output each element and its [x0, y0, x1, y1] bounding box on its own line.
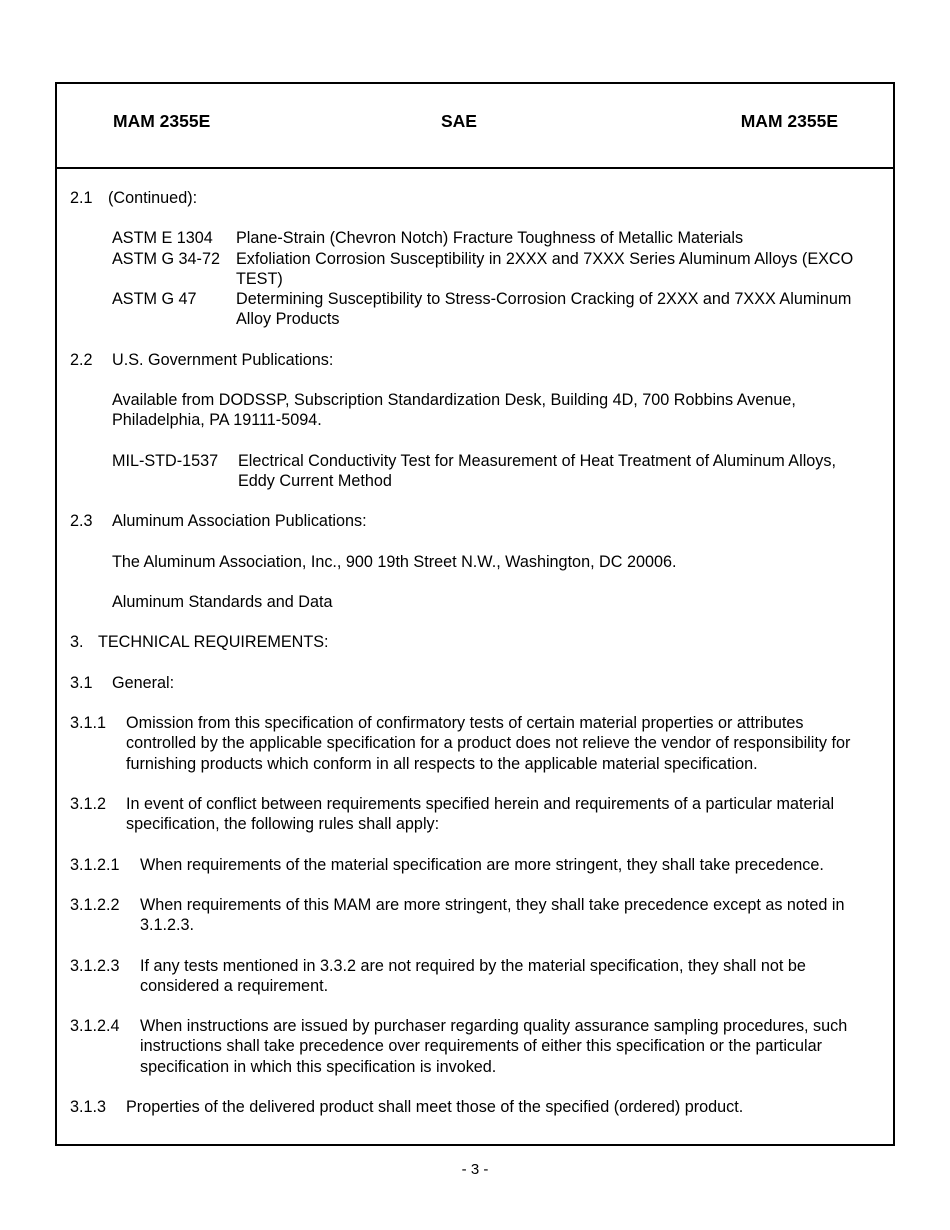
section-number: 3.1.2.1 [70, 855, 120, 874]
reference-code: ASTM E 1304 [112, 229, 213, 248]
aluminum-standards-reference: Aluminum Standards and Data [112, 592, 333, 611]
dodssp-availability: Available from DODSSP, Subscription Standardization Desk, Building 4D, 700 Robbins Avenue, Philadelphia, PA 19111-5094. [112, 390, 796, 430]
reference-title: Plane-Strain (Chevron Notch) Fracture Toughness of Metallic Materials [236, 229, 744, 248]
header-doc-number-right: MAM 2355E [740, 111, 838, 131]
section-number: 3.1.2.4 [70, 1017, 120, 1036]
section-2-2 [70, 350, 865, 370]
reference-astm-g47 [70, 289, 865, 329]
section-text: Properties of the delivered product shall meet those of the specified (ordered) product. [126, 1097, 744, 1116]
section-3 [70, 632, 865, 652]
aluminum-association-address: The Aluminum Association, Inc., 900 19th Street N.W., Washington, DC 20006. [112, 552, 677, 571]
section-text: Omission from this specification of confirmatory tests of certain material properties or attributes controlled by the applicable specification for a product does not relieve the vendor of responsibility for furnishing products which conform in all respects to the applicable material specification. [126, 714, 851, 773]
section-3-1 [70, 673, 865, 693]
section-heading: TECHNICAL REQUIREMENTS: [98, 633, 329, 652]
section-heading: (Continued): [108, 189, 198, 207]
page-number: - 3 - [461, 1161, 489, 1178]
section-number: 2.2 [70, 350, 93, 369]
reference-astm-e1304 [70, 228, 865, 248]
section-heading: General: [112, 673, 175, 692]
section-number: 3.1.3 [70, 1097, 107, 1116]
section-3-1-2-1 [70, 855, 865, 875]
reference-code: ASTM G 34-72 [112, 249, 220, 268]
reference-title: Determining Susceptibility to Stress-Corrosion Cracking of 2XXX and 7XXX Aluminum Alloy Products [236, 290, 852, 329]
document-body [70, 188, 865, 1117]
section-3-1-3 [70, 1097, 865, 1117]
section-3-1-1 [70, 713, 865, 774]
section-text: In event of conflict between requirements specified herein and requirements of a particular material specification, the following rules shall apply: [126, 794, 835, 834]
reference-title: Electrical Conductivity Test for Measurement of Heat Treatment of Aluminum Alloys, Eddy Current Method [238, 451, 836, 490]
reference-code: ASTM G 47 [112, 290, 197, 308]
section-3-1-2 [70, 794, 865, 834]
section-3-1-2-3 [70, 956, 865, 996]
reference-code: MIL-STD-1537 [112, 451, 219, 470]
reference-title: Exfoliation Corrosion Susceptibility in 2XXX and 7XXX Series Aluminum Alloys (EXCO TEST) [236, 249, 854, 288]
section-number: 2.3 [70, 512, 93, 531]
section-heading: Aluminum Association Publications: [112, 512, 367, 531]
section-number: 3.1.2.2 [70, 895, 120, 914]
header-org: SAE [441, 111, 477, 131]
section-3-1-2-4 [70, 1016, 865, 1077]
section-number: 3. [70, 633, 84, 652]
reference-astm-g34 [70, 249, 865, 289]
section-number: 3.1.1 [70, 714, 107, 733]
section-text: When instructions are issued by purchaser regarding quality assurance sampling procedures, such instructions shall take precedence over requirements of either this specification or the particular specification in which this specification is invoked. [140, 1017, 848, 1076]
section-number: 3.1.2 [70, 794, 107, 813]
section-2-3 [70, 511, 865, 531]
section-number: 3.1 [70, 673, 93, 692]
section-2-1 [70, 188, 865, 208]
reference-mil-std-1537 [70, 451, 865, 491]
section-text: When requirements of this MAM are more stringent, they shall take precedence except as noted in 3.1.2.3. [140, 895, 845, 935]
header-doc-number-left: MAM 2355E [113, 111, 211, 131]
section-text: If any tests mentioned in 3.3.2 are not required by the material specification, they shall not be considered a requirement. [140, 956, 806, 995]
section-heading: U.S. Government Publications: [112, 350, 334, 369]
section-text: When requirements of the material specification are more stringent, they shall take precedence. [140, 855, 824, 874]
section-number: 2.1 [70, 189, 93, 207]
section-number: 3.1.2.3 [70, 956, 120, 975]
page-header [57, 84, 893, 169]
section-3-1-2-2 [70, 895, 865, 935]
